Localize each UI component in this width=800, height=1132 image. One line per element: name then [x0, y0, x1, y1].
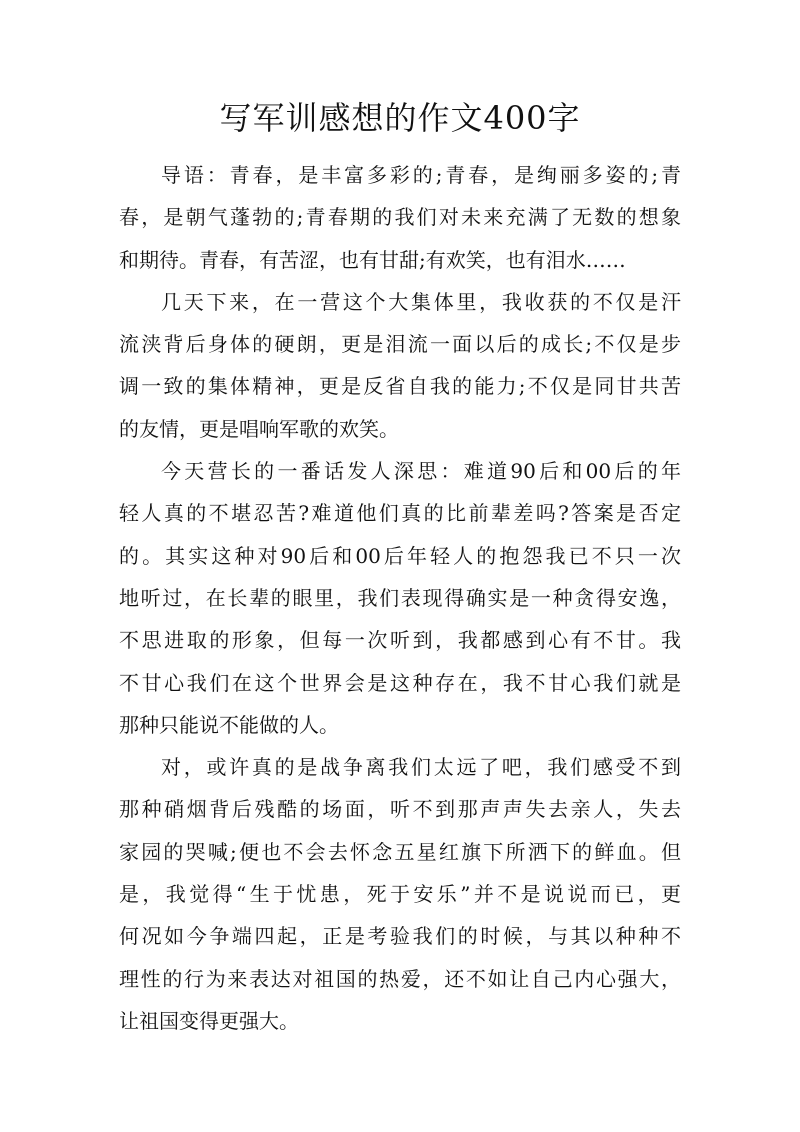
text-line: 调一致的集体精神，更是反省自我的能力;不仅是同甘共苦	[119, 374, 681, 399]
text-line: 是，我觉得“生于忧患，死于安乐”并不是说说而已，更	[119, 882, 681, 907]
text-line: 让祖国变得更强大。	[119, 1008, 299, 1033]
text-line: 的友情，更是唱响军歌的欢笑。	[119, 416, 399, 441]
paragraph-commander-speech	[119, 450, 681, 746]
paragraph-intro	[119, 154, 681, 281]
text-line: 轻人真的不堪忍苦?难道他们真的比前辈差吗?答案是否定	[119, 501, 681, 526]
paragraph-harvest	[119, 281, 681, 450]
text-line: 的。其实这种对90后和00后年轻人的抱怨我已不只一次	[119, 543, 681, 568]
text-line: 不思进取的形象，但每一次听到，我都感到心有不甘。我	[119, 628, 681, 653]
text-line: 那种硝烟背后残酷的场面，听不到那声声失去亲人，失去	[119, 797, 681, 822]
text-line: 春，是朝气蓬勃的;青春期的我们对未来充满了无数的想象	[119, 205, 681, 230]
text-line: 地听过，在长辈的眼里，我们表现得确实是一种贪得安逸，	[119, 585, 681, 610]
document-title: 写军训感想的作文400字	[219, 99, 581, 137]
text-line: 和期待。青春，有苦涩，也有甘甜;有欢笑，也有泪水……	[119, 247, 626, 272]
document-body	[119, 154, 681, 1042]
paragraph-patriotism	[119, 746, 681, 1042]
text-line: 对，或许真的是战争离我们太远了吧，我们感受不到	[161, 755, 681, 780]
text-line: 几天下来，在一营这个大集体里，我收获的不仅是汗	[161, 289, 681, 314]
text-line: 不甘心我们在这个世界会是这种存在，我不甘心我们就是	[119, 670, 681, 695]
text-line: 流浃背后身体的硬朗，更是泪流一面以后的成长;不仅是步	[119, 332, 681, 357]
text-line: 家园的哭喊;便也不会去怀念五星红旗下所洒下的鲜血。但	[119, 839, 681, 864]
text-line: 导语：青春，是丰富多彩的;青春，是绚丽多姿的;青	[161, 163, 681, 187]
text-line: 何况如今争端四起，正是考验我们的时候，与其以种种不	[119, 924, 681, 949]
text-line: 今天营长的一番话发人深思：难道90后和00后的年	[161, 459, 681, 484]
text-line: 理性的行为来表达对祖国的热爱，还不如让自己内心强大，	[119, 966, 681, 991]
text-line: 那种只能说不能做的人。	[119, 712, 339, 737]
